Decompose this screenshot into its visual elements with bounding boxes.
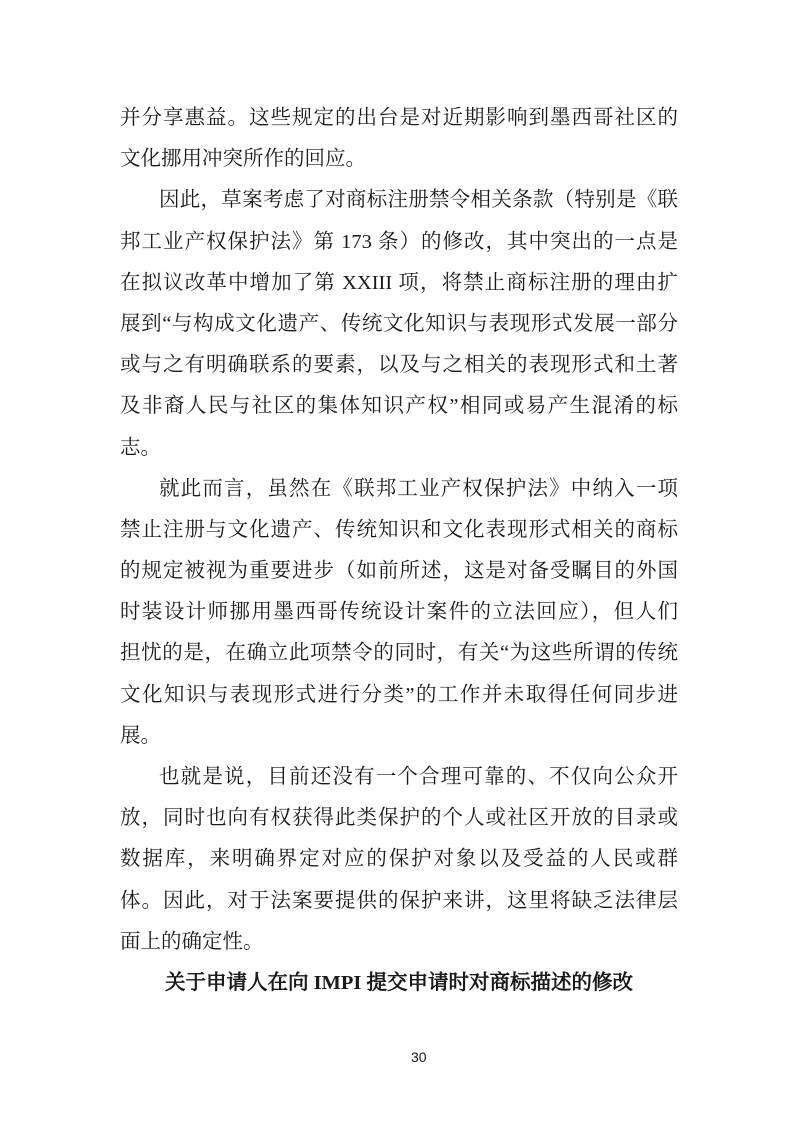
text-line: 面上的确定性。 [120,930,264,953]
text-line: 展到“与构成文化遗产、传统文化知识与表现形式发展一部分 [120,312,678,335]
text-line: 文化知识与表现形式进行分类”的工作并未取得任何同步进 [120,683,678,706]
document-body [120,98,678,1004]
text-line: 禁止注册与文化遗产、传统知识和文化表现形式相关的商标 [120,518,678,541]
text-line: 放，同时也向有权获得此类保护的个人或社区开放的目录或 [120,807,678,830]
text-line: 展。 [120,724,161,747]
section-heading: 关于申请人在向 IMPI 提交申请时对商标描述的修改 [164,971,634,994]
text-line: 担忧的是，在确立此项禁令的同时，有关“为这些所谓的传统 [120,642,678,665]
text-line: 或与之有明确联系的要素，以及与之相关的表现形式和土著 [120,354,678,377]
text-line: 志。 [120,436,161,459]
page-number: 30 [411,1049,427,1065]
text-line: 就此而言，虽然在《联邦工业产权保护法》中纳入一项 [159,477,678,500]
text-line: 体。因此，对于法案要提供的保护来讲，这里将缺乏法律层 [120,889,678,912]
text-line: 时装设计师挪用墨西哥传统设计案件的立法回应），但人们 [120,601,678,624]
text-line: 的规定被视为重要进步（如前所述，这是对备受瞩目的外国 [120,560,678,583]
text-line: 并分享惠益。这些规定的出台是对近期影响到墨西哥社区的 [120,107,678,129]
text-line: 也就是说，目前还没有一个合理可靠的、不仅向公众开 [159,766,678,788]
text-line: 在拟议改革中增加了第 XXIII 项，将禁止商标注册的理由扩 [120,271,678,294]
text-line: 因此，草案考虑了对商标注册禁令相关条款（特别是《联 [159,189,678,212]
text-line: 文化挪用冲突所作的回应。 [120,148,366,171]
text-line: 邦工业产权保护法》第 173 条）的修改，其中突出的一点是 [120,230,678,253]
text-line: 数据库，来明确界定对应的保护对象以及受益的人民或群 [120,848,678,871]
text-line: 及非裔人民与社区的集体知识产权”相同或易产生混淆的标 [120,395,678,418]
